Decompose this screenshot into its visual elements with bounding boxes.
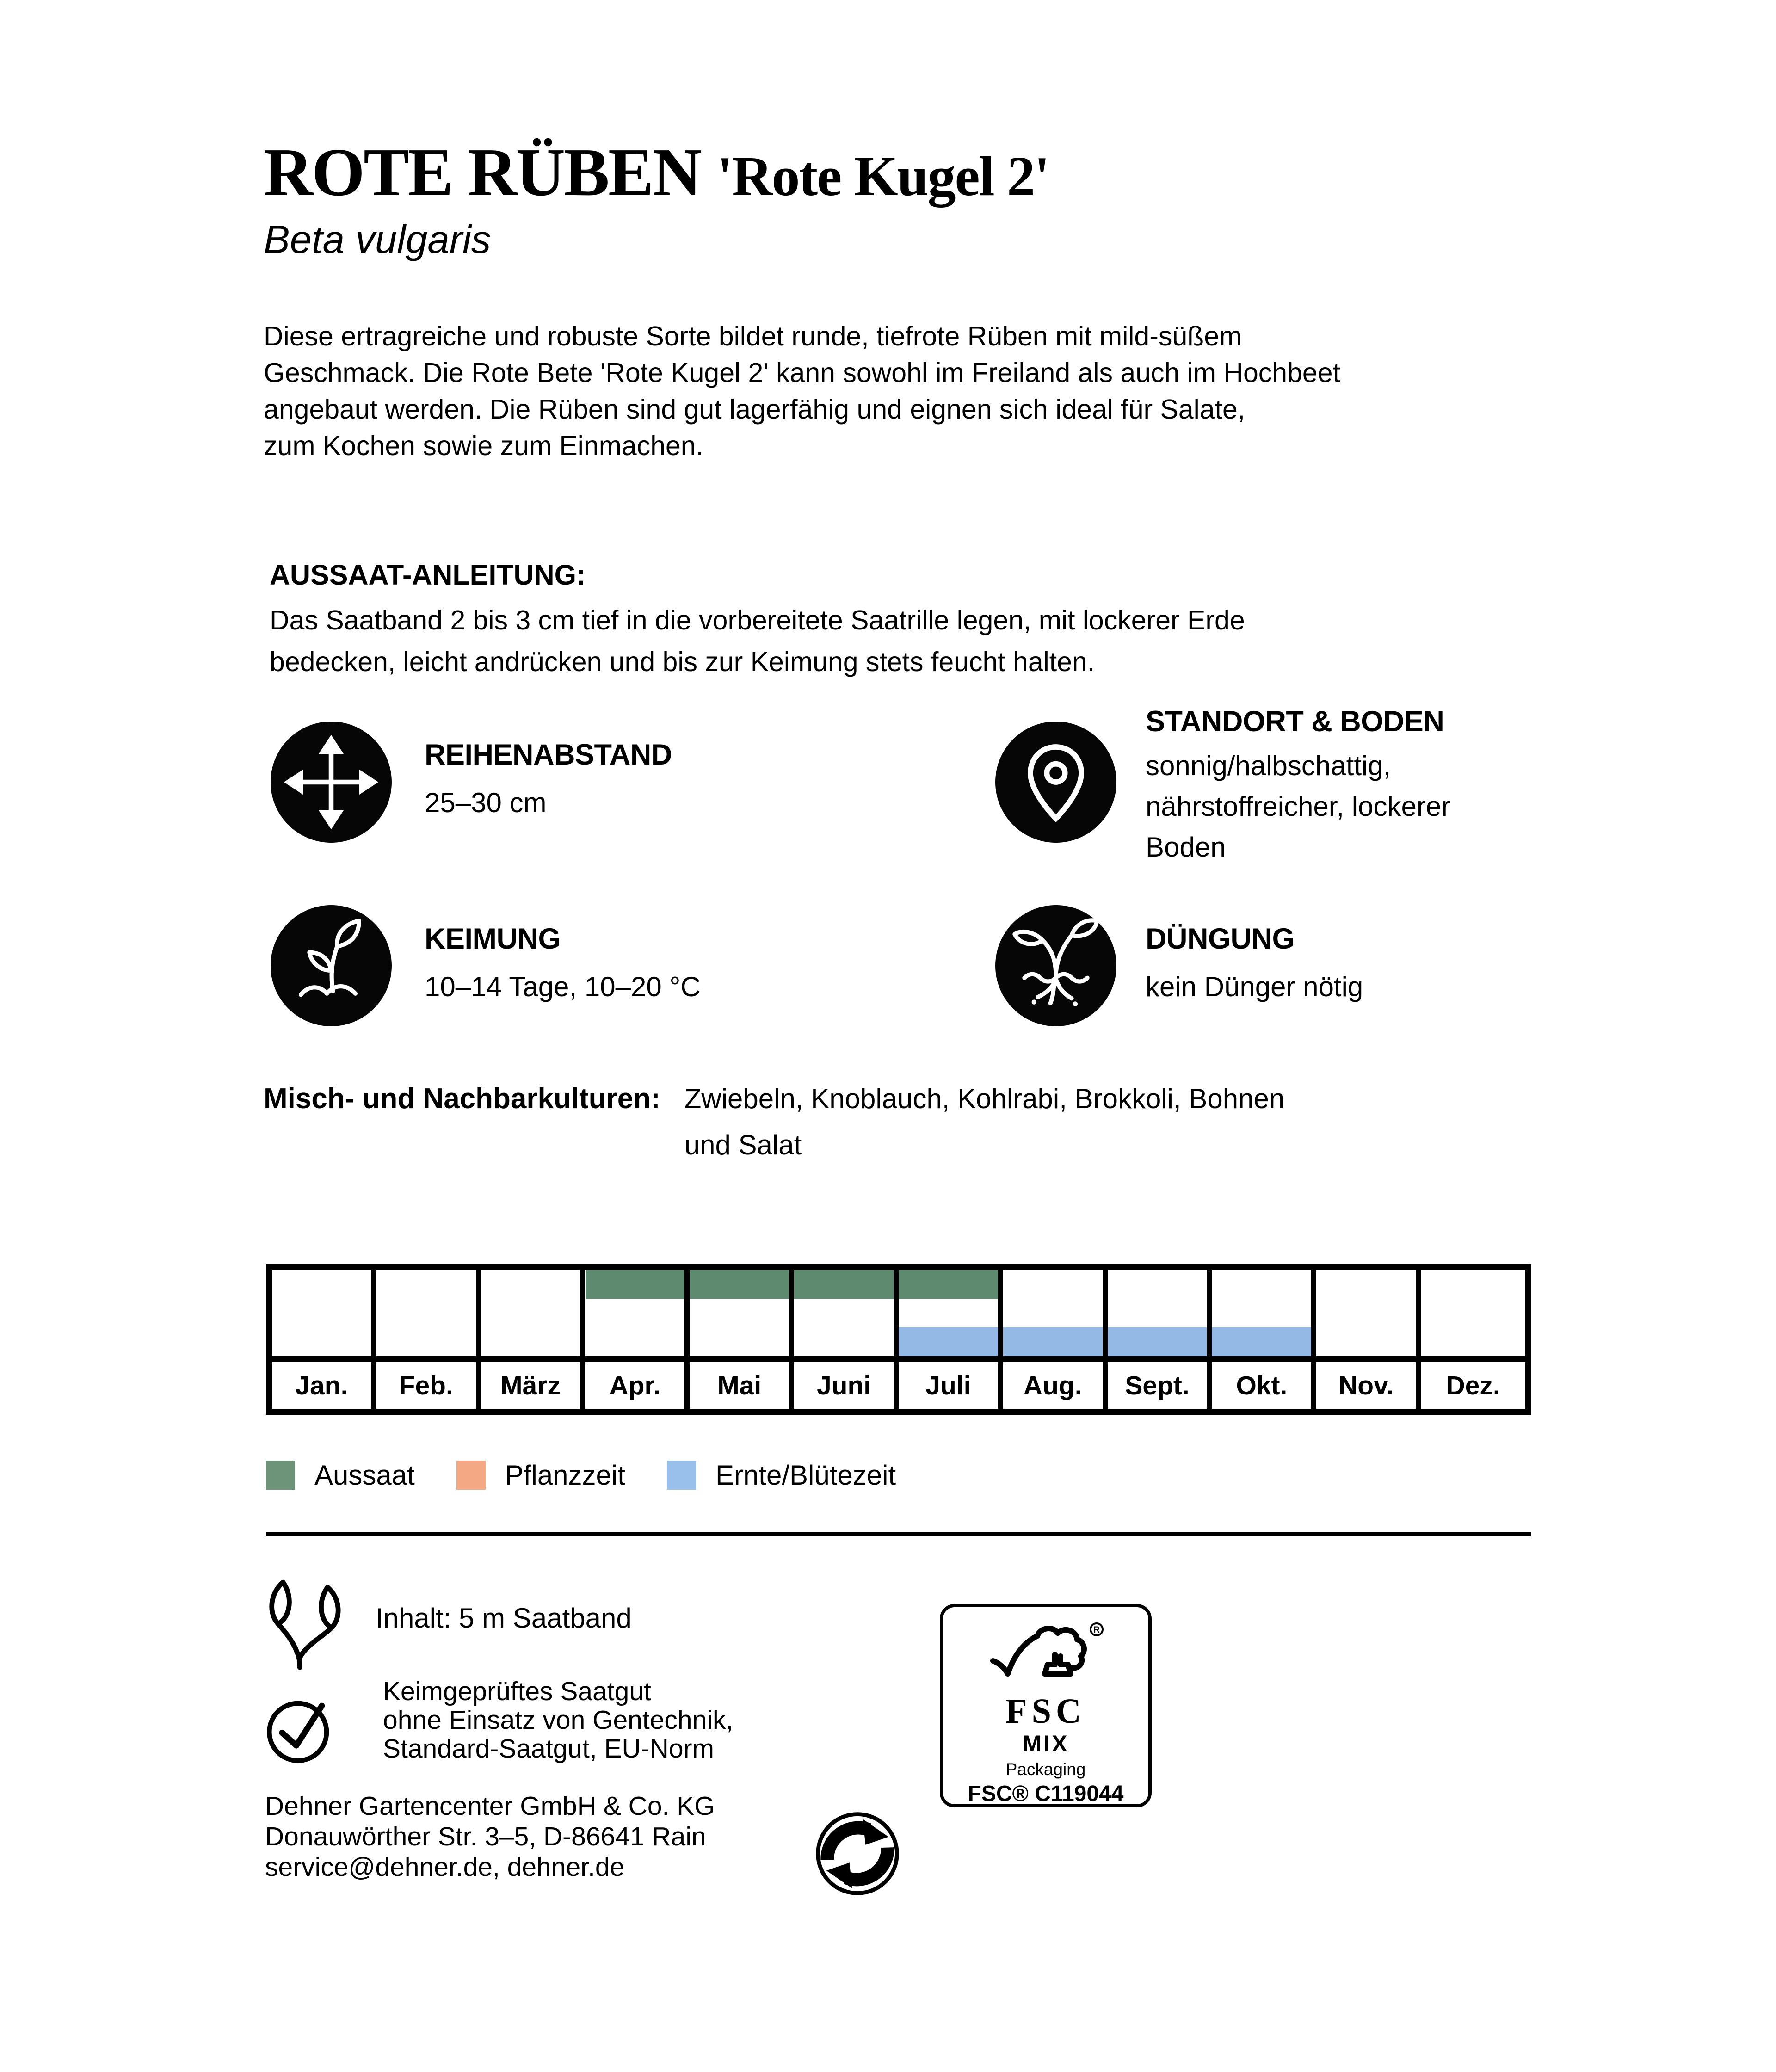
legend-label: Aussaat — [314, 1460, 415, 1491]
attribute-value — [425, 967, 701, 1007]
attribute-row-spacing — [425, 738, 672, 823]
leaf-sprig-icon — [255, 1572, 354, 1675]
month-cell-juni: Juni — [794, 1362, 899, 1409]
month-cell-juli: Juli — [899, 1362, 1003, 1409]
text-line: sonnig/halbschattig, — [1146, 750, 1391, 781]
text-line: Standard-Saatgut, EU-Norm — [383, 1734, 714, 1764]
legend-item — [667, 1459, 896, 1491]
arrows-move-icon — [271, 722, 392, 843]
attribute-value — [1146, 967, 1363, 1007]
attribute-label: STANDORT & BODEN — [1146, 705, 1444, 738]
calendar-cell — [794, 1270, 899, 1356]
text-line: Das Saatband 2 bis 3 cm tief in die vorbereitete Saatrille legen, mit lockerer Erde — [270, 605, 1245, 635]
month-cell-jan: Jan. — [272, 1362, 376, 1409]
calendar-cell — [272, 1270, 376, 1356]
legend-swatch — [667, 1461, 696, 1490]
fsc-license-code: FSC® C119044 — [968, 1782, 1124, 1806]
calendar-grid-lines — [272, 1270, 1525, 1356]
calendar-cell — [690, 1270, 794, 1356]
attribute-label: KEIMUNG — [425, 923, 561, 955]
attribute-label: REIHENABSTAND — [425, 739, 672, 771]
text-line: Zwiebeln, Knoblauch, Kohlrabi, Brokkoli, Bohnen — [684, 1083, 1285, 1114]
companion-plants-value — [684, 1076, 1284, 1168]
calendar-cell — [1316, 1270, 1421, 1356]
calendar-legend — [266, 1459, 937, 1491]
sowing-calendar — [266, 1264, 1531, 1415]
month-cell-nov: Nov. — [1316, 1362, 1421, 1409]
companion-plants — [264, 1076, 1284, 1168]
calendar-cell — [899, 1270, 1003, 1356]
text-line: 25–30 cm — [425, 787, 547, 818]
companion-plants-label: Misch- und Nachbarkulturen: — [264, 1083, 660, 1115]
calendar-cell — [1108, 1270, 1212, 1356]
sowing-instructions-text — [270, 599, 1245, 683]
fsc-grade-text: MIX — [1022, 1731, 1069, 1757]
text-line: nährstoffreicher, lockerer — [1146, 791, 1451, 822]
fsc-tree-icon — [972, 1621, 1120, 1690]
text-line: 10–14 Tage, 10–20 °C — [425, 971, 701, 1002]
fsc-certification-box — [940, 1604, 1152, 1807]
attribute-germination — [425, 922, 701, 1007]
calendar-bars-area — [272, 1270, 1525, 1356]
month-cell-okt: Okt. — [1212, 1362, 1316, 1409]
text-line: angebaut werden. Die Rüben sind gut lagerfähig und eignen sich ideal für Salate, — [264, 394, 1246, 425]
month-cell-mai: Mai — [690, 1362, 794, 1409]
attribute-site-soil — [1146, 705, 1450, 868]
text-line: kein Dünger nötig — [1146, 971, 1363, 1002]
text-line: service@dehner.de, dehner.de — [265, 1852, 625, 1882]
fsc-brand-text: FSC — [1005, 1692, 1086, 1731]
month-cell-sept: Sept. — [1108, 1362, 1212, 1409]
text-line: zum Kochen sowie zum Einmachen. — [264, 431, 704, 461]
calendar-cell — [481, 1270, 586, 1356]
legend-swatch — [456, 1461, 486, 1490]
calendar-cell — [585, 1270, 690, 1356]
legend-item — [456, 1459, 625, 1491]
contents-amount: Inhalt: 5 m Saatband — [376, 1603, 632, 1634]
calendar-cell — [376, 1270, 481, 1356]
text-line: bedecken, leicht andrücken und bis zur Keimung stets feucht halten. — [270, 647, 1095, 677]
attribute-value — [1146, 746, 1450, 868]
legend-item — [266, 1459, 415, 1491]
sowing-instructions-heading: AUSSAAT-ANLEITUNG: — [270, 559, 586, 591]
month-cell-apr: Apr. — [585, 1362, 690, 1409]
text-line: und Salat — [684, 1129, 802, 1160]
month-cell-märz: März — [481, 1362, 586, 1409]
calendar-month-row — [272, 1356, 1525, 1409]
month-cell-dez: Dez. — [1446, 1370, 1500, 1400]
text-line: Donauwörther Str. 3–5, D-86641 Rain — [265, 1822, 706, 1851]
month-cell-feb: Feb. — [376, 1362, 481, 1409]
product-description — [264, 318, 1340, 464]
botanical-name: Beta vulgaris — [264, 218, 491, 262]
page-title — [264, 133, 1049, 212]
location-pin-icon — [995, 722, 1116, 843]
attribute-value — [425, 783, 672, 823]
text-line: Diese ertragreiche und robuste Sorte bildet runde, tiefrote Rüben mit mild-süßem — [264, 321, 1242, 352]
product-title: ROTE RÜBEN — [264, 135, 701, 210]
plant-roots-icon — [995, 905, 1116, 1026]
section-divider — [266, 1532, 1531, 1536]
legend-label: Ernte/Blütezeit — [715, 1460, 896, 1491]
calendar-cell — [1003, 1270, 1108, 1356]
seedling-icon — [271, 905, 392, 1026]
text-line: Keimgeprüftes Saatgut — [383, 1677, 651, 1706]
green-dot-recycling-icon — [813, 1809, 902, 1898]
check-circle-icon — [259, 1689, 339, 1769]
fsc-scope-text: Packaging — [1005, 1760, 1086, 1779]
seed-quality-statement — [383, 1677, 733, 1763]
calendar-cell — [1212, 1270, 1316, 1356]
text-line: ohne Einsatz von Gentechnik, — [383, 1705, 734, 1735]
month-cell-aug: Aug. — [1003, 1362, 1108, 1409]
calendar-cell — [1421, 1270, 1525, 1356]
text-line: Dehner Gartencenter GmbH & Co. KG — [265, 1791, 715, 1821]
manufacturer-address — [265, 1791, 715, 1882]
legend-swatch — [266, 1461, 295, 1490]
legend-label: Pflanzzeit — [505, 1460, 625, 1491]
registered-mark: R — [1093, 1625, 1100, 1635]
text-line: Geschmack. Die Rote Bete 'Rote Kugel 2' kann sowohl im Freiland als auch im Hochbeet — [264, 358, 1340, 388]
attribute-label: DÜNGUNG — [1146, 923, 1295, 955]
text-line: Boden — [1146, 832, 1226, 863]
variety-name: 'Rote Kugel 2' — [717, 145, 1049, 208]
attribute-fertilization — [1146, 922, 1363, 1007]
